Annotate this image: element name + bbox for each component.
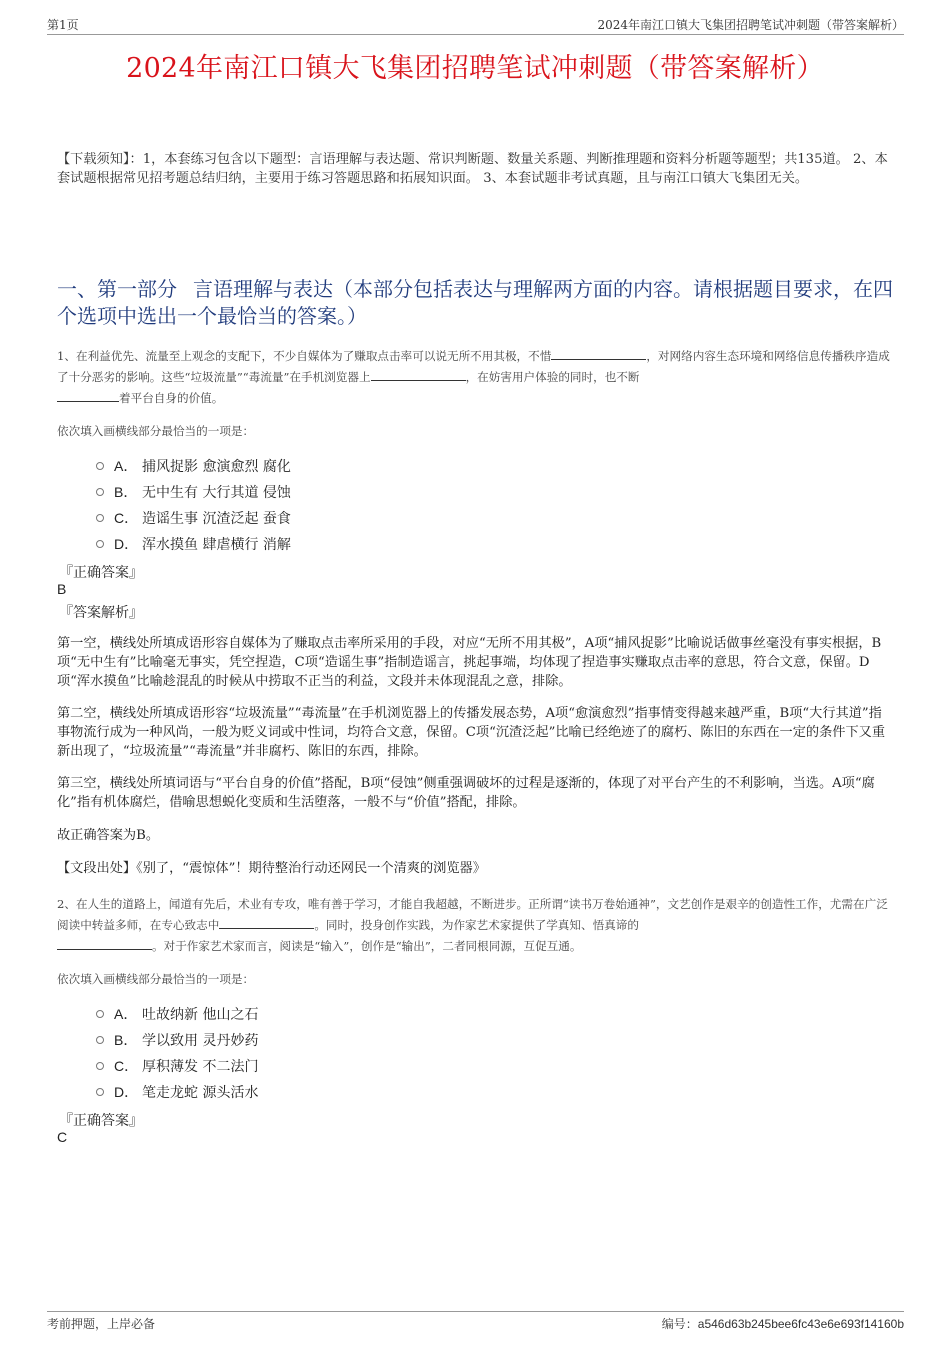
question-1-text-part: ，在妨害用户体验的同时，也不断 xyxy=(465,370,640,384)
option-b[interactable] xyxy=(96,479,291,505)
option-text: 浑水摸鱼 肆虐横行 消解 xyxy=(142,537,291,553)
analysis-label: 『答案解析』 xyxy=(59,605,143,621)
page-title: 2024年南江口镇大飞集团招聘笔试冲刺题（带答案解析） xyxy=(126,53,824,84)
option-letter: C． xyxy=(114,510,139,526)
option-text: 吐故纳新 他山之石 xyxy=(142,1007,259,1023)
question-2-text-part: 2、在人生的道路上，闻道有先后，术业有专攻，唯有善于学习，才能自我超越，不断进步。正所谓“读书万卷始通神”，文艺创作是艰辛的创造性工作，尤需在广泛阅读中转益多师，在专心致志中 xyxy=(57,897,888,932)
question-2-options xyxy=(96,1001,258,1105)
radio-button[interactable] xyxy=(96,540,104,548)
fill-blank-1 xyxy=(219,916,314,929)
radio-button[interactable] xyxy=(96,488,104,496)
analysis-paragraph-2: 第二空，横线处所填成语形容“垃圾流量”“毒流量”在手机浏览器上的传播发展态势，A项“愈演愈烈”指事情变得越来越严重，B项“大行其道”指事物流行成为一种风尚，一般为贬义词或中性词，均符合文意，保留。C项“沉渣泛起”比喻已经绝迹了的腐朽、陈旧的东西在一定的条件下又重新出现了，“垃圾流量”“毒流量”并非腐朽、陈旧的东西，排除。 xyxy=(57,706,886,759)
radio-button[interactable] xyxy=(96,1036,104,1044)
question-2-instruction: 依次填入画横线部分最恰当的一项是： xyxy=(57,972,255,986)
question-2-text-part: 。同时，投身创作实践，为作家艺术家提供了学真知、悟真谛的 xyxy=(314,918,639,932)
question-2-text-part: 。对于作家艺术家而言，阅读是“输入”，创作是“输出”，二者同根同源，互促互通。 xyxy=(152,939,582,953)
option-letter: A． xyxy=(114,458,138,474)
page-header xyxy=(47,14,904,35)
analysis-conclusion: 故正确答案为B。 xyxy=(57,828,160,843)
analysis-paragraph-3: 第三空，横线处所填词语与“平台自身的价值”搭配，B项“侵蚀”侧重强调破坏的过程是逐渐的，体现了对平台产生的不利影响，当选。A项“腐化”指有机体腐烂，借喻思想蜕化变质和生活堕落，一般不与“价值”搭配，排除。 xyxy=(57,776,875,810)
question-2-text xyxy=(57,894,892,957)
question-1-text xyxy=(57,346,892,409)
option-text: 捕风捉影 愈演愈烈 腐化 xyxy=(142,459,291,475)
radio-button[interactable] xyxy=(96,1088,104,1096)
option-letter: D． xyxy=(114,536,139,552)
option-d[interactable] xyxy=(96,1079,258,1105)
header-doc-title: 2024年南江口镇大飞集团招聘笔试冲刺题（带答案解析） xyxy=(597,18,904,32)
question-1-options xyxy=(96,453,291,557)
option-a[interactable] xyxy=(96,453,291,479)
option-text: 造谣生事 沉渣泛起 蚕食 xyxy=(142,511,291,527)
option-letter: B． xyxy=(114,484,138,500)
fill-blank-2 xyxy=(57,937,152,950)
radio-button[interactable] xyxy=(96,462,104,470)
page-number: 第1页 xyxy=(47,18,79,32)
question-1-text-part: ，对网络内容生态环境和网络信息传播秩序造成了十分恶劣的影响。这些“垃圾流量”“毒流量”在手机浏览器上 xyxy=(57,349,890,384)
question-1-text-part: 1、在利益优先、流量至上观念的支配下，不少自媒体为了赚取点击率可以说无所不用其极，不惜 xyxy=(57,349,552,363)
option-text: 笔走龙蛇 源头活水 xyxy=(142,1085,259,1101)
correct-answer: B xyxy=(57,581,67,597)
page-footer xyxy=(47,1311,904,1334)
answer-label: 『正确答案』 xyxy=(59,1113,143,1129)
correct-answer: C xyxy=(57,1129,68,1145)
answer-label: 『正确答案』 xyxy=(59,565,143,581)
download-notice: 【下载须知】：1，本套练习包含以下题型：言语理解与表达题、常识判断题、数量关系题、判断推理题和资料分析题等题型；共135道。 2、本套试题根据常见招考题总结归纳，主要用于练习答题思路和拓展知识面。 3、本套试题非考试真题，且与南江口镇大飞集团无关。 xyxy=(57,152,888,186)
option-d[interactable] xyxy=(96,531,291,557)
option-text: 无中生有 大行其道 侵蚀 xyxy=(142,485,291,501)
question-1-instruction: 依次填入画横线部分最恰当的一项是： xyxy=(57,424,255,438)
document-code xyxy=(662,1315,904,1332)
radio-button[interactable] xyxy=(96,514,104,522)
option-letter: D． xyxy=(114,1084,139,1100)
option-a[interactable] xyxy=(96,1001,258,1027)
option-letter: C． xyxy=(114,1058,139,1074)
fill-blank-2 xyxy=(371,368,466,381)
radio-button[interactable] xyxy=(96,1062,104,1070)
question-1-text-part: 着平台自身的价值。 xyxy=(119,391,224,405)
option-letter: A． xyxy=(114,1006,138,1022)
analysis-paragraph-1: 第一空，横线处所填成语形容自媒体为了赚取点击率所采用的手段，对应“无所不用其极”，A项“捕风捉影”比喻说话做事丝毫没有事实根据，B项“无中生有”比喻毫无事实，凭空捏造，C项“造谣生事”指制造谣言，挑起事端，均体现了捏造事实赚取点击率的意思，符合文意，保留。D项“浑水摸鱼”比喻趁混乱的时候从中捞取不正当的利益，文段并未体现混乱之意，排除。 xyxy=(57,636,882,689)
fill-blank-3 xyxy=(57,389,119,402)
source-citation: 【文段出处】《别了，“震惊体”！期待整治行动还网民一个清爽的浏览器》 xyxy=(57,861,486,876)
code-value: a546d63b245bee6fc43e6e693f14160b xyxy=(697,1317,904,1331)
option-c[interactable] xyxy=(96,505,291,531)
fill-blank-1 xyxy=(551,347,646,360)
section-part: 一、第一部分 xyxy=(57,277,177,301)
option-b[interactable] xyxy=(96,1027,258,1053)
section-heading xyxy=(57,276,902,330)
option-c[interactable] xyxy=(96,1053,258,1079)
option-text: 学以致用 灵丹妙药 xyxy=(142,1033,259,1049)
code-label: 编号： xyxy=(661,1317,698,1331)
section-description: 言语理解与表达（本部分包括表达与理解两方面的内容。请根据题目要求，在四个选项中选出一个最恰当的答案。） xyxy=(57,277,893,328)
option-letter: B． xyxy=(114,1032,138,1048)
radio-button[interactable] xyxy=(96,1010,104,1018)
footer-slogan: 考前押题，上岸必备 xyxy=(47,1317,156,1331)
option-text: 厚积薄发 不二法门 xyxy=(142,1059,259,1075)
